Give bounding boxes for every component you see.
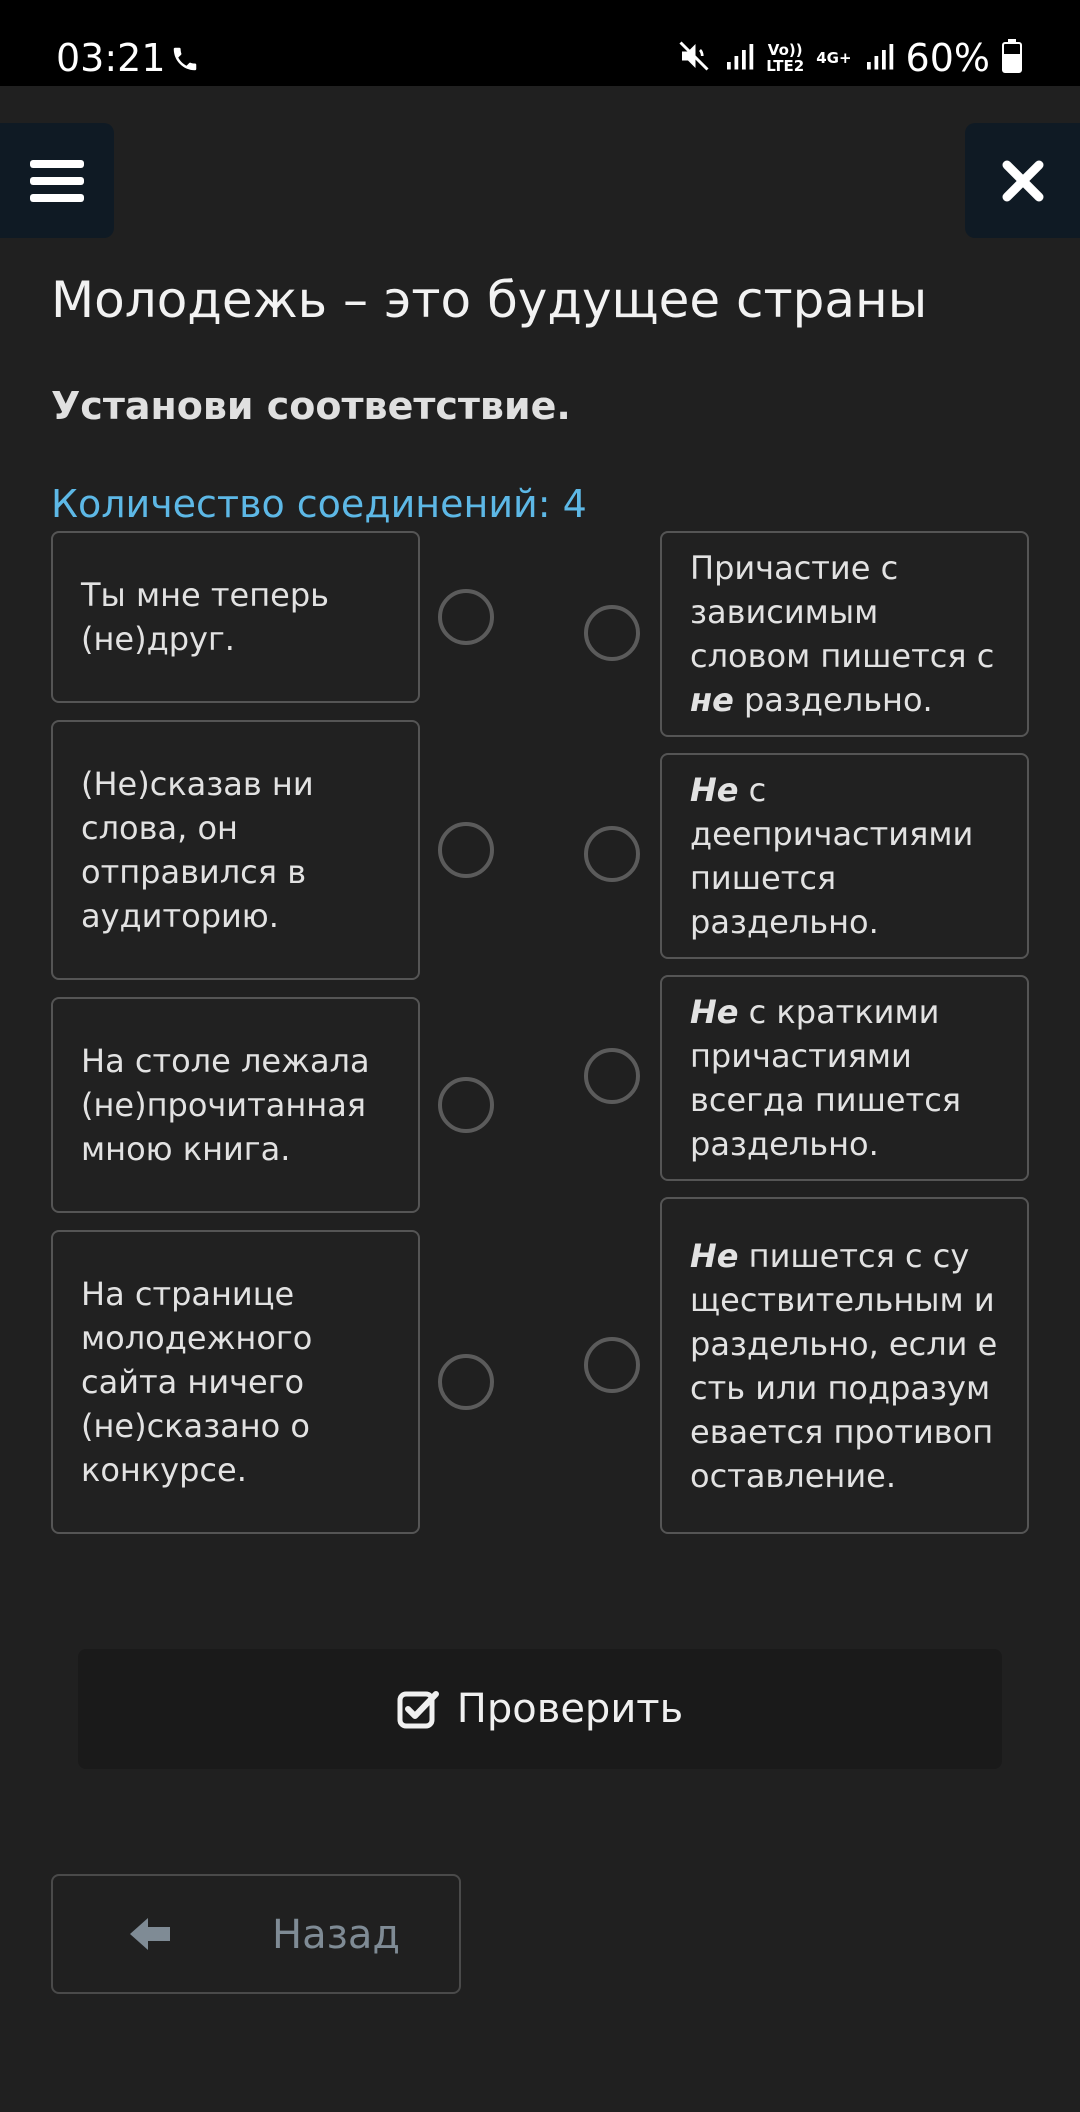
back-button[interactable] [51, 1874, 461, 1994]
signal-icon [864, 41, 894, 75]
right-item-text: Не с деепричастиями пишется раздельно. [690, 771, 974, 941]
check-button[interactable] [78, 1649, 1002, 1769]
status-time: 03:21 [56, 36, 166, 80]
close-icon [1001, 159, 1045, 203]
mute-icon [676, 38, 712, 78]
arrow-left-icon [128, 1916, 172, 1952]
left-item[interactable] [51, 720, 420, 980]
network-4g-label: 4G+ [816, 49, 852, 67]
right-item-text: Не пишется с существительным и раздельно, если есть или подразумевается противопоставление. [690, 1236, 998, 1495]
left-connector[interactable] [438, 822, 494, 878]
emphasis-ne: Не [690, 993, 739, 1031]
signal-icon [724, 41, 754, 75]
right-connector[interactable] [584, 1048, 640, 1104]
right-connector[interactable] [584, 826, 640, 882]
right-item[interactable] [660, 975, 1029, 1181]
right-item[interactable] [660, 531, 1029, 737]
check-button-label: Проверить [456, 1686, 684, 1732]
emphasis-ne: не [690, 681, 734, 719]
left-item[interactable] [51, 531, 420, 703]
status-bar [0, 0, 1080, 86]
left-connector[interactable] [438, 1077, 494, 1133]
checkbox-check-icon [397, 1689, 439, 1729]
right-item-text: Причастие с зависимым словом пишется с не раздельно. [690, 549, 995, 719]
phone-icon [170, 44, 200, 78]
menu-button[interactable] [0, 123, 114, 238]
right-item-text: Не с краткими причастиями всегда пишется раздельно. [690, 993, 962, 1163]
left-connector[interactable] [438, 589, 494, 645]
connections-count: Количество соединений: 4 [51, 482, 587, 526]
left-item[interactable] [51, 1230, 420, 1534]
left-connector[interactable] [438, 1354, 494, 1410]
hamburger-menu-icon [30, 158, 84, 204]
left-item-text: (Не)сказав ни слова, он отправился в аудиторию. [81, 765, 314, 935]
right-item[interactable] [660, 753, 1029, 959]
right-connector[interactable] [584, 605, 640, 661]
left-item[interactable] [51, 997, 420, 1213]
right-item[interactable] [660, 1197, 1029, 1534]
left-item-text: На столе лежала (не)прочитанная мною книга. [81, 1042, 370, 1168]
battery-icon [1002, 39, 1022, 77]
left-item-text: Ты мне теперь (не)друг. [81, 576, 330, 658]
emphasis-ne: Не [690, 1236, 739, 1275]
close-button[interactable] [965, 123, 1080, 238]
network-label: Vo)) LTE2 [766, 41, 805, 75]
back-button-label: Назад [272, 1912, 401, 1958]
page-title: Молодежь – это будущее страны [51, 270, 928, 329]
right-connector[interactable] [584, 1337, 640, 1393]
emphasis-ne: Не [690, 771, 739, 809]
task-instruction: Установи соответствие. [51, 384, 571, 428]
left-item-text: На странице молодежного сайта ничего (не)сказано о конкурсе. [81, 1275, 313, 1489]
battery-percent: 60% [905, 36, 990, 80]
